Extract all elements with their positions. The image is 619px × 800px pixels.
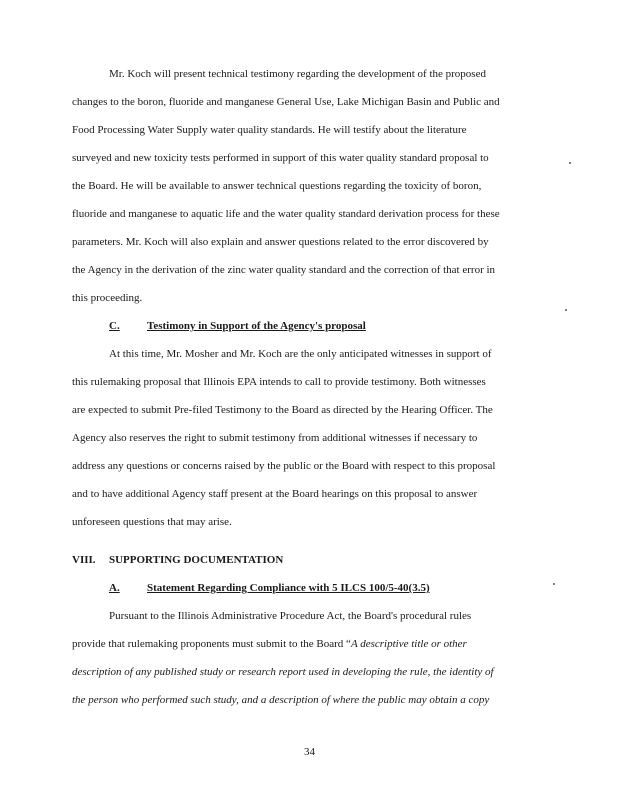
paragraph-line: Pursuant to the Illinois Administrative Procedure Act, the Board's procedural rules: [109, 610, 472, 622]
quoted-text-line: the person who performed such study, and a description of where the public may obtain a copy: [72, 694, 490, 706]
quoted-text-line: description of any published study or research report used in developing the rule, the identity of: [72, 666, 494, 678]
paragraph-line: unforeseen questions that may arise.: [72, 516, 232, 528]
section-number: A.: [109, 582, 120, 594]
section-heading-a: [109, 582, 430, 595]
page-number: 34: [304, 746, 315, 758]
paragraph-line: Agency also reserves the right to submit testimony from additional witnesses if necessary to: [72, 432, 478, 444]
paragraph-line: address any questions or concerns raised by the public or the Board with respect to this proposal: [72, 460, 496, 472]
paragraph-line: the Agency in the derivation of the zinc water quality standard and the correction of that error in: [72, 264, 496, 276]
paragraph-line: surveyed and new toxicity tests performed in support of this water quality standard proposal to: [72, 152, 489, 164]
scan-speck: [553, 583, 555, 585]
paragraph-line: changes to the boron, fluoride and manganese General Use, Lake Michigan Basin and Public and: [72, 96, 500, 108]
plain-text: provide that rulemaking proponents must submit to the Board “: [72, 638, 351, 650]
paragraph-line: Mr. Koch will present technical testimony regarding the development of the proposed: [109, 68, 486, 80]
section-title: Statement Regarding Compliance with 5 ILCS 100/5-40(3.5): [147, 582, 430, 594]
paragraph-line: and to have additional Agency staff present at the Board hearings on this proposal to answer: [72, 488, 478, 500]
paragraph-line: this proceeding.: [72, 292, 143, 304]
section-number: C.: [109, 320, 120, 332]
paragraph-line: Food Processing Water Supply water quality standards. He will testify about the literature: [72, 124, 467, 136]
section-title: SUPPORTING DOCUMENTATION: [109, 554, 284, 566]
quoted-text: A descriptive title or other: [350, 638, 467, 650]
paragraph-line: this rulemaking proposal that Illinois EPA intends to call to provide testimony. Both witnesses: [72, 376, 486, 388]
section-heading-viii: [72, 554, 283, 567]
paragraph-line: the Board. He will be available to answer technical questions regarding the toxicity of boron,: [72, 180, 482, 192]
section-number: VIII.: [72, 554, 96, 566]
paragraph-line: fluoride and manganese to aquatic life and the water quality standard derivation process for these: [72, 208, 500, 220]
paragraph-line: [72, 638, 467, 651]
paragraph-line: are expected to submit Pre-filed Testimony to the Board as directed by the Hearing Officer. The: [72, 404, 493, 416]
scan-speck: [569, 162, 571, 164]
section-title: Testimony in Support of the Agency's proposal: [147, 320, 366, 332]
paragraph-line: parameters. Mr. Koch will also explain and answer questions related to the error discovered by: [72, 236, 489, 248]
scan-speck: [565, 309, 567, 311]
paragraph-line: At this time, Mr. Mosher and Mr. Koch are the only anticipated witnesses in support of: [109, 348, 492, 360]
section-heading-c: [109, 320, 366, 333]
